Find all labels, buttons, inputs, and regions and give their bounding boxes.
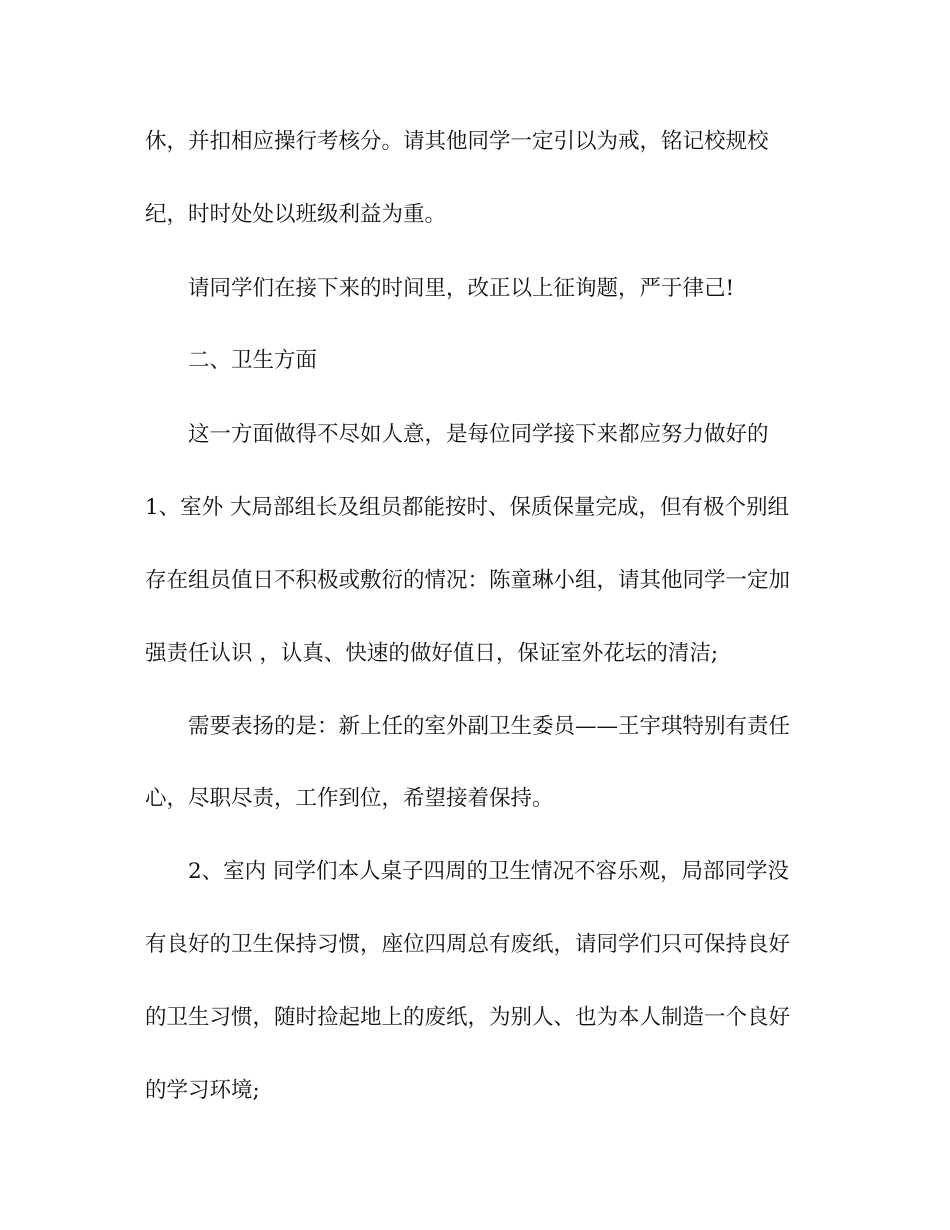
- text-line-12: 有良好的卫生保持习惯，座位四周总有废纸，请同学们只可保持良好: [145, 932, 791, 957]
- text-line-9: 需要表扬的是：新上任的室外副卫生委员——王宇琪特别有责任: [188, 714, 791, 739]
- text-line-14: 的学习环境;: [145, 1078, 260, 1103]
- text-line-8: 强责任认识 ，认真、快速的做好值日，保证室外花坛的清洁;: [145, 641, 719, 666]
- text-line-6: 1、室外 大局部组长及组员都能按时、保质保量完成，但有极个别组: [145, 495, 790, 520]
- text-line-3: 请同学们在接下来的时间里，改正以上征询题，严于律己!: [188, 276, 735, 301]
- text-line-13: 的卫生习惯，随时捡起地上的废纸，为别人、也为本人制造一个良好: [145, 1005, 791, 1030]
- section-heading-hygiene: 二、卫生方面: [188, 348, 318, 373]
- text-line-2: 纪，时时处处以班级利益为重。: [145, 202, 447, 227]
- text-line-10: 心，尽职尽责，工作到位，希望接着保持。: [145, 786, 554, 811]
- text-line-5: 这一方面做得不尽如人意，是每位同学接下来都应努力做好的: [188, 422, 769, 447]
- text-line-1: 休，并扣相应操行考核分。请其他同学一定引以为戒，铭记校规校: [145, 129, 769, 154]
- text-line-7: 存在组员值日不积极或敷衍的情况：陈童琳小组，请其他同学一定加: [145, 568, 791, 593]
- text-line-11: 2、室内 同学们本人桌子四周的卫生情况不容乐观，局部同学没: [188, 859, 790, 884]
